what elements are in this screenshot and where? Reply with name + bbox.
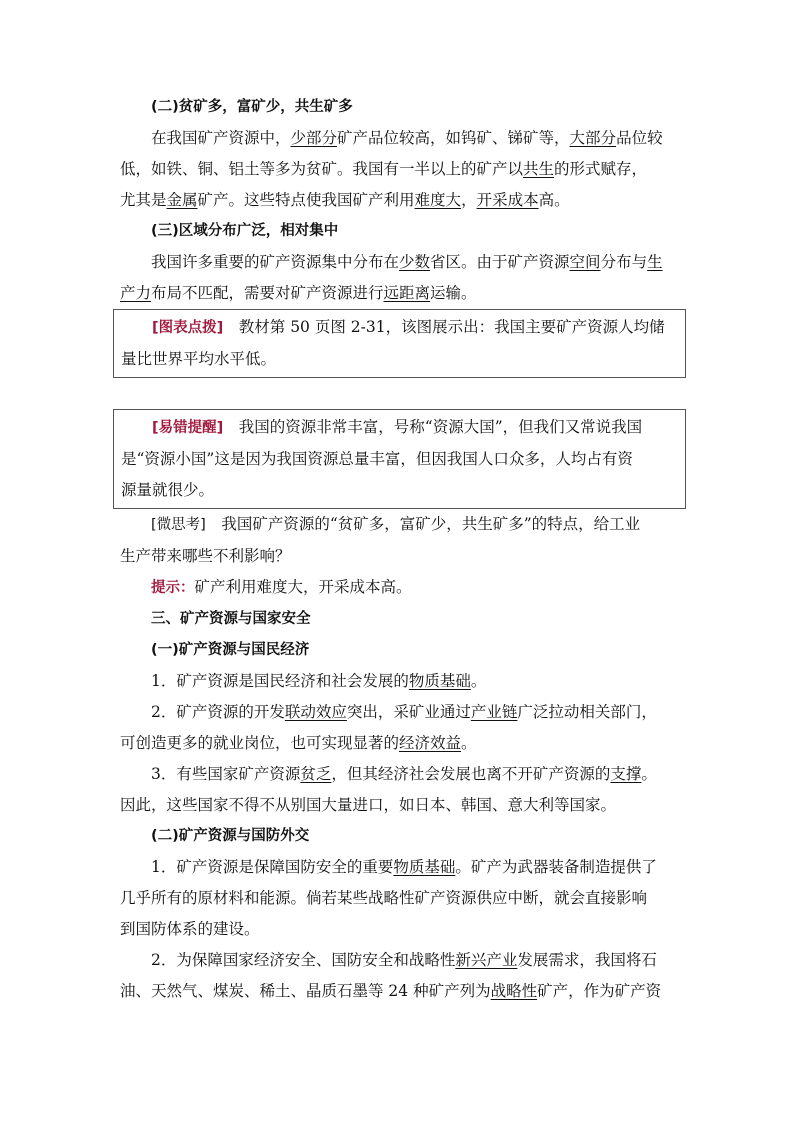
common-mistake-box: [113, 409, 686, 509]
underlined-keyword: 支撑: [610, 765, 642, 783]
paragraph-line: 到国防体系的建设。: [120, 920, 260, 938]
text-span: 1．矿产资源是保障国防安全的重要: [151, 858, 394, 876]
text-span: 。: [641, 765, 657, 783]
text-span: 。: [470, 672, 487, 690]
paragraph-line: [120, 185, 680, 216]
paragraph-line: [120, 728, 680, 759]
underlined-keyword: 少数: [399, 253, 431, 271]
underlined-keyword: 大部分: [569, 129, 617, 147]
paragraph-line: [120, 278, 680, 309]
text-span: 。: [461, 734, 477, 752]
underlined-keyword: 难度大: [414, 191, 462, 209]
underlined-keyword: 生: [647, 253, 663, 271]
underlined-keyword: 共生: [523, 160, 555, 178]
underlined-keyword: 经济效益: [399, 734, 462, 752]
paragraph-line: [120, 697, 680, 728]
document-body: [120, 92, 680, 1007]
underlined-keyword: 产业链: [470, 703, 518, 721]
text-span: 的形式赋存，: [554, 160, 648, 178]
chart-tip-tag: [图表点拨]: [152, 320, 224, 336]
hint-text: 矿产利用难度大，开采成本高。: [194, 578, 412, 596]
text-span: ，: [461, 191, 477, 209]
text-span: 我国许多重要的矿产资源集中分布在: [151, 253, 400, 271]
chart-tip-box: [113, 309, 686, 378]
underlined-keyword: 物质基础: [393, 858, 456, 876]
text-span: 高。: [538, 191, 570, 209]
underlined-keyword: 物质基础: [408, 672, 471, 690]
text-span: 突出，采矿业通过: [346, 703, 471, 721]
text-span: 我国的资源非常丰富，号称“资源大国”，但我们又常说我国: [223, 418, 643, 436]
text-span: 矿产。这些特点使我国矿产利用: [197, 191, 415, 209]
section-heading-poor-ore: (二)贫矿多，富矿少，共生矿多: [151, 99, 353, 115]
paragraph-line: [120, 123, 680, 154]
text-span: 2．为保障国家经济安全、国防安全和战略性: [151, 951, 456, 969]
section-heading-distribution: (三)区域分布广泛，相对集中: [151, 223, 339, 239]
box-line: 量比世界平均水平低。: [121, 350, 277, 368]
text-span: 布局不匹配，需要对矿产资源进行: [151, 284, 384, 302]
text-span: 教材第 50 页图 2-31，该图展示出：我国主要矿产资源人均储: [223, 318, 665, 336]
text-span: 品位较: [616, 129, 663, 147]
underlined-keyword: 产力: [120, 284, 152, 302]
underlined-keyword: 开采成本: [476, 191, 539, 209]
paragraph-line: 因此，这些国家不得不从别国大量进口，如日本、韩国、意大利等国家。: [120, 796, 617, 814]
box-line: [121, 412, 679, 444]
text-span: 1．矿产资源是国民经济和社会发展的: [151, 672, 409, 690]
paragraph-line: [120, 666, 680, 697]
text-span: 我国矿产资源的“贫矿多，富矿少，共生矿多”的特点，给工业: [205, 515, 641, 533]
text-span: 分布与: [600, 253, 648, 271]
micro-think-tag: [微思考]: [151, 517, 206, 533]
subheading-defense: (二)矿产资源与国防外交: [151, 828, 310, 844]
text-span: 3．有些国家矿产资源: [151, 765, 301, 783]
text-span: 油、天然气、煤炭、稀土、晶质石墨等 24 种矿产列为: [120, 982, 491, 1000]
underlined-keyword: 金属: [166, 191, 198, 209]
underlined-keyword: 远距离: [383, 284, 431, 302]
text-span: 广泛拉动相关部门，: [517, 703, 657, 721]
micro-think-line: 生产带来哪些不利影响？: [120, 547, 291, 565]
paragraph-line: [120, 759, 680, 790]
paragraph-line: [120, 945, 680, 976]
paragraph-line: [120, 976, 680, 1007]
text-span: ，但其经济社会发展也离不开矿产资源的: [331, 765, 611, 783]
underlined-keyword: 空间: [569, 253, 601, 271]
text-span: 在我国矿产资源中，: [151, 129, 291, 147]
paragraph-line: 几乎所有的原材料和能源。倘若某些战略性矿产资源供应中断，就会直接影响: [120, 889, 648, 907]
text-span: 运输。: [430, 284, 477, 302]
subheading-economy: (一)矿产资源与国民经济: [151, 642, 310, 658]
text-span: 低，如铁、铜、铝土等多为贫矿。我国有一半以上的矿产以: [120, 160, 524, 178]
hint-line: [120, 572, 680, 604]
text-span: 矿产，作为矿产资: [537, 982, 662, 1000]
box-line: 是“资源小国”这是因为我国资源总量丰富，但因我国人口众多，人均占有资: [121, 450, 633, 468]
text-span: 发展需求，我国将石: [517, 951, 657, 969]
section-heading-national-security: 三、矿产资源与国家安全: [151, 611, 311, 627]
underlined-keyword: 少部分: [290, 129, 338, 147]
text-span: 可创造更多的就业岗位，也可实现显著的: [120, 734, 400, 752]
text-span: 省区。由于矿产资源: [430, 253, 570, 271]
text-span: 2．矿产资源的开发: [151, 703, 285, 721]
text-span: 矿产品位较高，如钨矿、锑矿等，: [337, 129, 570, 147]
paragraph-line: [120, 154, 680, 185]
paragraph-line: [120, 852, 680, 883]
text-span: 。矿产为武器装备制造提供了: [455, 858, 657, 876]
paragraph-line: [120, 247, 680, 278]
underlined-keyword: 联动效应: [284, 703, 347, 721]
hint-label: 提示：: [151, 580, 195, 596]
micro-think-line: [120, 509, 680, 541]
text-span: 尤其是: [120, 191, 167, 209]
mistake-tag: [易错提醒]: [152, 420, 224, 436]
underlined-keyword: 战略性: [490, 982, 538, 1000]
box-line: 源量就很少。: [121, 481, 215, 499]
underlined-keyword: 新兴产业: [455, 951, 518, 969]
underlined-keyword: 贫乏: [300, 765, 332, 783]
box-line: [121, 312, 679, 344]
